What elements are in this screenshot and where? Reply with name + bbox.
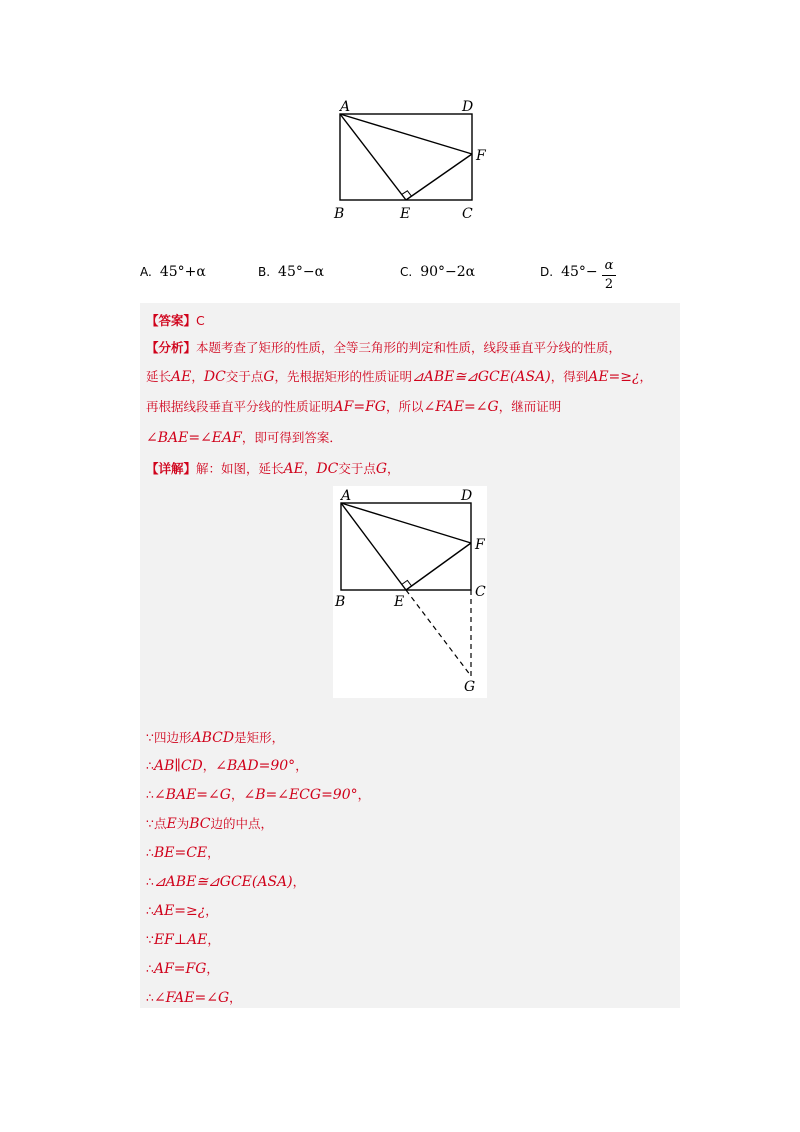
proof-line-5: ∴BE=CE，	[146, 845, 220, 861]
segment-af-2	[341, 503, 471, 543]
analysis-line-1: 【分析】本题考查了矩形的性质，全等三角形的判定和性质，线段垂直平分线的性质，	[146, 340, 622, 355]
proof-line-6: ∴⊿ABE≅⊿GCE(ASA)，	[146, 874, 306, 890]
label-d: D	[462, 99, 474, 115]
proof-line-7: ∴AE=≥¿，	[146, 903, 218, 919]
label-f: F	[476, 148, 486, 164]
rectangle-abcd-2	[341, 503, 471, 590]
proof-line-9: ∴AF=FG，	[146, 961, 219, 977]
segment-eg-dashed	[406, 590, 471, 676]
geometry-figure-2	[333, 486, 487, 698]
proof-line-3: ∴∠BAE=∠G，∠B=∠ECG=90°，	[146, 787, 371, 803]
proof-line-10: ∴∠FAE=∠G，	[146, 990, 242, 1006]
label-f-2: F	[475, 537, 485, 553]
geometry-figure-1	[330, 95, 490, 225]
rectangle-abcd	[340, 114, 472, 200]
label-c: C	[462, 206, 473, 222]
right-angle-mark-2	[402, 580, 412, 586]
label-a: A	[340, 99, 351, 115]
option-a: A. 45°+α	[140, 264, 206, 280]
label-b-2: B	[335, 594, 346, 610]
option-d: D. 45°−	[540, 264, 598, 280]
label-e: E	[400, 206, 411, 222]
proof-line-1: ∵四边形ABCD是矩形，	[146, 730, 285, 746]
proof-line-8: ∵EF⊥AE，	[146, 932, 220, 948]
segment-ae-2	[341, 503, 406, 590]
label-c-2: C	[475, 584, 486, 600]
option-c: C. 90°−2α	[400, 264, 476, 280]
segment-ef-2	[406, 543, 471, 590]
label-d-2: D	[461, 488, 473, 504]
detail-line: 【详解】解：如图，延长AE，DC交于点G，	[146, 461, 400, 477]
answer-options	[140, 258, 700, 298]
label-g-2: G	[464, 679, 476, 695]
proof-line-4: ∵点E为BC边的中点，	[146, 816, 273, 832]
option-d-fraction: α 2	[602, 258, 616, 292]
analysis-line-3: 再根据线段垂直平分线的性质证明AF=FG，所以∠FAE=∠G，继而证明	[146, 399, 562, 415]
segment-af	[340, 114, 472, 154]
analysis-line-4: ∠BAE=∠EAF，即可得到答案．	[146, 430, 342, 446]
label-b: B	[334, 206, 345, 222]
option-b: B. 45°−α	[258, 264, 325, 280]
segment-ef	[406, 154, 472, 200]
label-a-2: A	[341, 488, 352, 504]
segment-ae	[340, 114, 406, 200]
proof-line-2: ∴AB∥CD，∠BAD=90°，	[146, 758, 308, 774]
answer-line: 【答案】C	[146, 313, 205, 328]
label-e-2: E	[394, 594, 405, 610]
analysis-line-2: 延长AE，DC交于点G，先根据矩形的性质证明⊿ABE≅⊿GCE(ASA)，得到AE=≥¿，	[146, 369, 653, 385]
